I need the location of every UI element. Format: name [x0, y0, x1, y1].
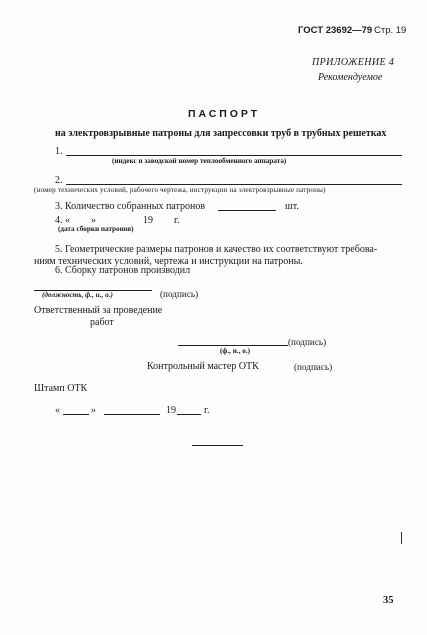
signature-label-1: (подпись)	[160, 289, 199, 299]
stamp-label: Штамп ОТК	[34, 383, 88, 394]
item3-field-line	[218, 210, 276, 211]
appendix-title: ПРИЛОЖЕНИЕ 4	[312, 57, 395, 68]
item5-line1: 5. Геометрические размеры патронов и качество их соответствуют требова-	[55, 244, 378, 255]
item3-unit: шт.	[285, 201, 299, 212]
item2-field-line	[66, 184, 402, 185]
item4-year-suffix: г.	[174, 215, 180, 226]
item4-caption: (дата сборки патронов)	[58, 225, 134, 233]
item5-line2: ниям технических условий, чертежа и инструкции на патроны.	[34, 256, 303, 267]
item1-number: 1.	[55, 146, 63, 157]
item4-number: 4. «	[55, 215, 70, 226]
stamp-close-quote: »	[91, 405, 96, 416]
stamp-year-suffix: г.	[204, 405, 210, 416]
responsible-line2: работ	[90, 317, 114, 328]
document-title: ПАСПОРТ	[188, 108, 261, 120]
item4-close-quote: »	[91, 215, 96, 226]
stamp-month-line	[104, 414, 160, 415]
appendix-status: Рекомендуемое	[318, 72, 383, 83]
page-number: 35	[383, 595, 394, 606]
stamp-year: 19	[166, 405, 176, 416]
stamp-year-line	[177, 414, 201, 415]
signature-label-2: (подпись)	[288, 337, 327, 347]
fio-caption: (ф., и., о.)	[220, 347, 251, 355]
item4-year: 19	[143, 215, 153, 226]
signature-label-3: (подпись)	[294, 362, 333, 372]
responsible-line1: Ответственный за проведение	[34, 305, 163, 316]
item6-label: 6. Сборку патронов производил	[55, 265, 191, 276]
responsible-signature-line	[178, 345, 288, 346]
stamp-open-quote: «	[55, 405, 60, 416]
standard-number: ГОСТ 23692—79	[298, 25, 373, 36]
page-label: Стр. 19	[374, 25, 407, 36]
item1-caption: (индекс и заводской номер теплообменного аппарата)	[112, 157, 287, 165]
closing-rule	[192, 445, 243, 446]
position-caption: (должность, ф., и., о.)	[42, 291, 113, 299]
item3-label: 3. Количество собранных патронов	[55, 201, 206, 212]
stray-mark	[401, 532, 402, 544]
item1-field-line	[66, 155, 402, 156]
item2-number: 2.	[55, 175, 63, 186]
controller-label: Контрольный мастер ОТК	[147, 361, 259, 372]
stamp-day-line	[63, 414, 89, 415]
document-subtitle: на электровзрывные патроны для запрессовки труб в трубных решетках	[55, 128, 387, 139]
item2-caption: (номер технических условий, рабочего чертежа, инструкции на электровзрывные патроны)	[34, 186, 326, 194]
